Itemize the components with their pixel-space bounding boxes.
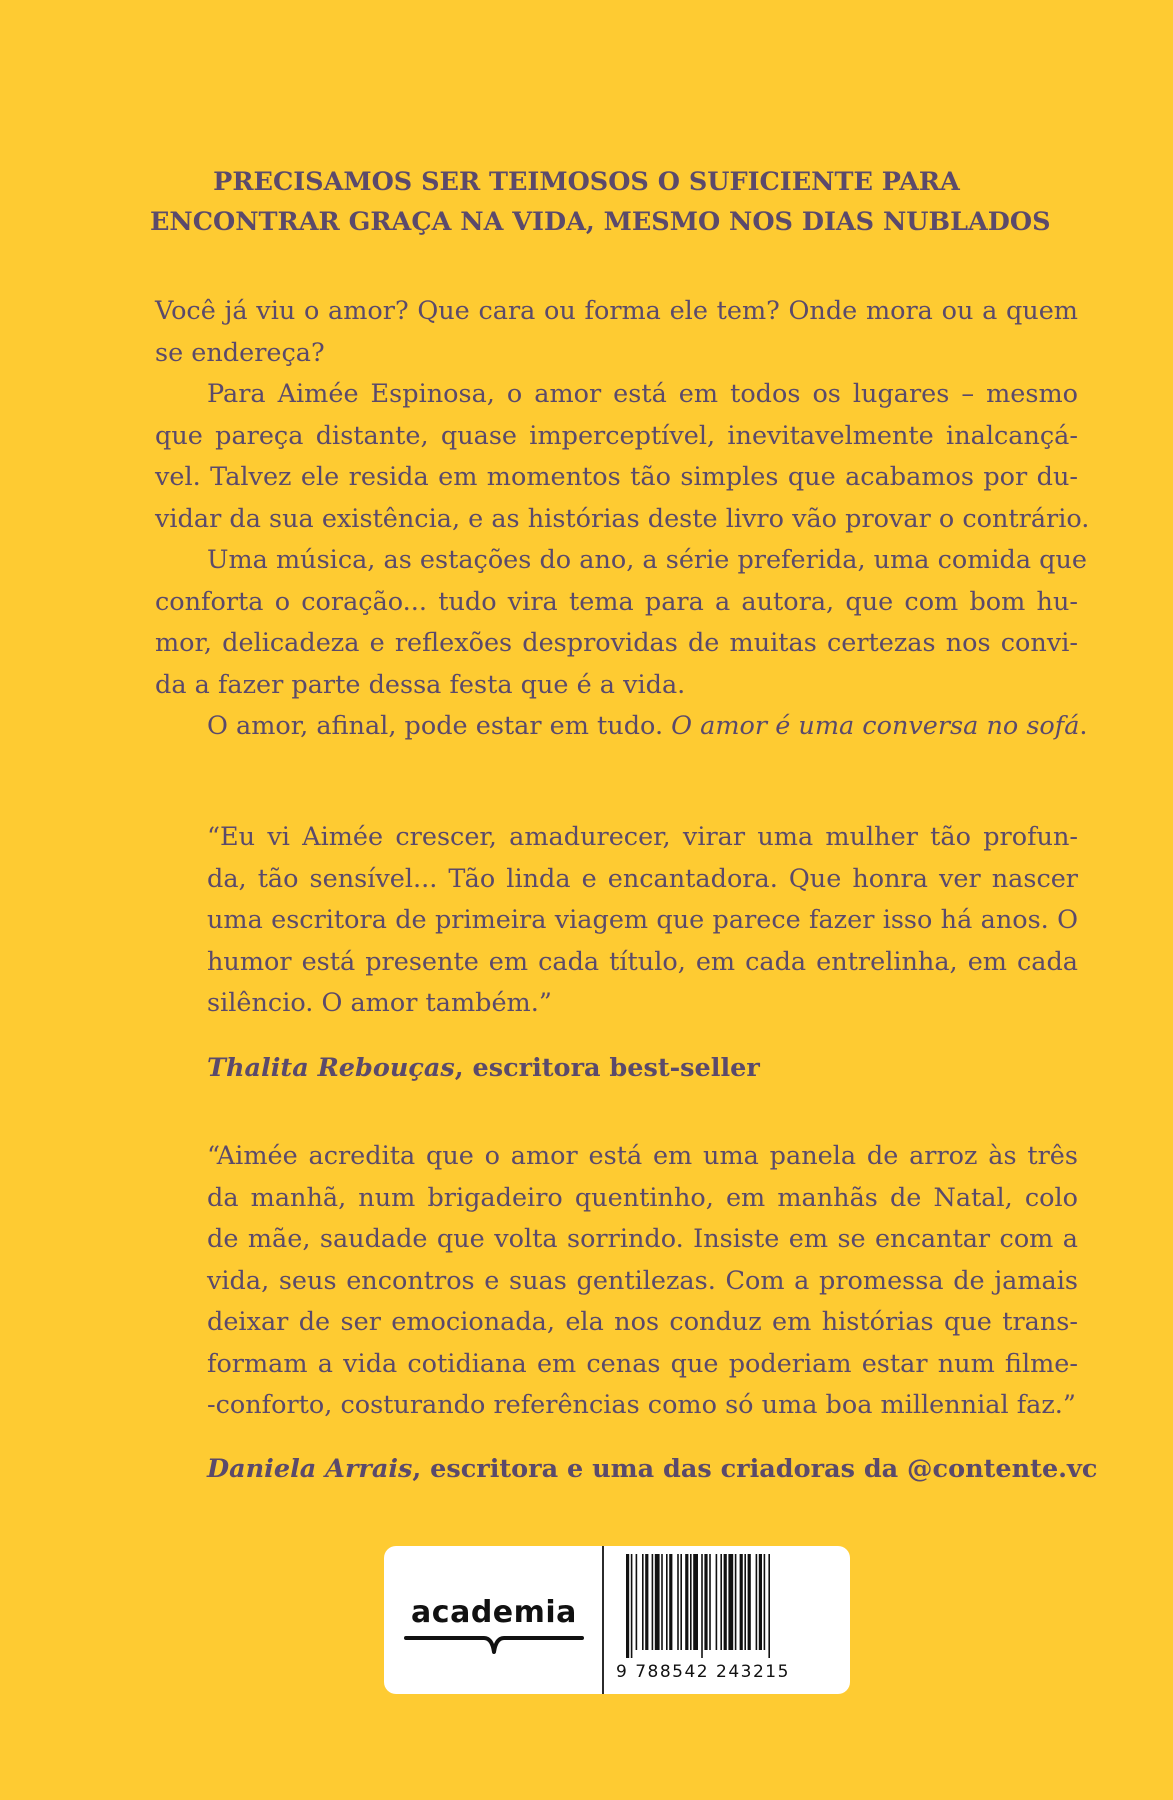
synopsis-line: Você já viu o amor? Que cara ou forma ele tem? Onde mora ou a quem	[155, 296, 1078, 326]
synopsis	[155, 291, 1090, 748]
synopsis-closing-text: O amor, afinal, pode estar em tudo.	[207, 711, 672, 741]
blurb-attribution	[207, 1449, 1097, 1491]
barcode-icon	[624, 1554, 824, 1662]
barcode-bar	[636, 1554, 638, 1650]
barcode-bar	[666, 1554, 668, 1650]
synopsis-line: se endereça?	[155, 337, 325, 368]
blurb-line: “Eu vi Aimée crescer, amadurecer, virar uma mulher tão profun-	[207, 822, 1078, 852]
barcode-bar	[709, 1554, 711, 1650]
blurb-line: silêncio. O amor também.”	[207, 988, 552, 1018]
barcode-bar	[685, 1554, 688, 1650]
open-book-icon	[404, 1634, 584, 1662]
blurb-author: Thalita Rebouças	[207, 1053, 455, 1083]
synopsis-line: que pareça distante, quase imperceptível, inevitavelmente inalcançá-	[155, 420, 1078, 451]
barcode-bar	[756, 1554, 758, 1650]
blurb-line: da, tão sensível... Tão linda e encantadora. Que honra ver nascer	[207, 863, 1078, 894]
barcode-bar	[744, 1554, 746, 1650]
synopsis-line: mor, delicadeza e reflexões desprovidas de muitas certezas nos convi-	[155, 628, 1078, 658]
synopsis-line: vel. Talvez ele resida em momentos tão simples que acabamos por du-	[155, 462, 1078, 492]
barcode-bar	[764, 1554, 766, 1650]
headline-line-1: PRECISAMOS SER TEIMOSOS O SUFICIENTE PARA	[213, 167, 960, 197]
barcode-bar	[716, 1554, 718, 1650]
synopsis-line: vidar da sua existência, e as histórias deste livro vão provar o contrário.	[155, 503, 1090, 534]
barcode-bar	[768, 1554, 770, 1658]
back-cover-headline	[150, 162, 1051, 242]
barcode-bar	[693, 1554, 698, 1650]
barcode-divider	[602, 1546, 604, 1694]
blurb-thalita	[207, 817, 1078, 1025]
barcode-bar	[661, 1554, 663, 1650]
blurb-author-role: , escritora best-seller	[454, 1053, 760, 1083]
barcode-bar	[759, 1554, 762, 1650]
blurb-line: de mãe, saudade que volta sorrindo. Insiste em se encantar com a	[207, 1224, 1078, 1254]
barcode-bar	[669, 1554, 672, 1650]
barcode-bar	[724, 1554, 727, 1650]
blurb-author: Daniela Arrais	[207, 1454, 413, 1484]
blurb-line: uma escritora de primeira viagem que parece fazer isso há anos. O	[207, 905, 1078, 935]
barcode-bar	[701, 1554, 703, 1658]
barcode-bar	[740, 1554, 743, 1650]
barcode-bar	[748, 1554, 751, 1650]
synopsis-line: conforta o coração... tudo vira tema para a autora, que com bom hu-	[155, 586, 1078, 617]
barcode-bar	[655, 1554, 660, 1650]
blurb-line: humor está presente em cada título, em cada entrelinha, em cada	[207, 946, 1078, 977]
isbn-number: 9 788542 243215	[616, 1662, 790, 1682]
barcode-panel	[384, 1546, 850, 1694]
headline-line-2: ENCONTRAR GRAÇA NA VIDA, MESMO NOS DIAS NUBLADOS	[150, 207, 1051, 237]
blurb-line: da manhã, num brigadeiro quentinho, em manhãs de Natal, colo	[207, 1182, 1078, 1213]
barcode-bar	[677, 1554, 679, 1650]
synopsis-closing-period: .	[1079, 711, 1088, 741]
barcode-bar	[626, 1554, 629, 1658]
barcode-bar	[631, 1554, 633, 1658]
barcode-bar	[645, 1554, 648, 1650]
blurb-line: -conforto, costurando referências como só uma boa millennial faz.”	[207, 1390, 1076, 1420]
blurb-daniela	[207, 1136, 1078, 1427]
publisher-logo-text: academia	[411, 1595, 577, 1630]
barcode-bar	[690, 1554, 692, 1650]
synopsis-closing-line	[155, 706, 1088, 748]
synopsis-line: Para Aimée Espinosa, o amor está em todos os lugares – mesmo	[207, 379, 1078, 409]
blurb-author-role: , escritora e uma das criadoras da @contente.vc	[412, 1454, 1098, 1484]
synopsis-line: da a fazer parte dessa festa que é a vida.	[155, 669, 686, 700]
book-title: O amor é uma conversa no sofá	[671, 711, 1080, 741]
barcode-bar	[704, 1554, 707, 1650]
blurb-line: deixar de ser emocionada, ela nos conduz em histórias que trans-	[207, 1307, 1078, 1337]
publisher-logo	[384, 1546, 602, 1694]
isbn-barcode	[616, 1554, 824, 1684]
blurb-line: vida, seus encontros e suas gentilezas. Com a promessa de jamais	[207, 1265, 1078, 1296]
barcode-bar	[720, 1554, 722, 1650]
blurb-line: formam a vida cotidiana em cenas que poderiam estar num filme-	[207, 1348, 1078, 1379]
barcode-bar	[680, 1554, 682, 1650]
barcode-bar	[642, 1554, 644, 1650]
synopsis-line: Uma música, as estações do ano, a série preferida, uma comida que	[207, 545, 1088, 575]
blurb-attribution	[207, 1048, 760, 1090]
barcode-bar	[652, 1554, 654, 1650]
blurb-line: “Aimée acredita que o amor está em uma panela de arroz às três	[207, 1141, 1078, 1171]
barcode-bar	[735, 1554, 737, 1650]
barcode-bar	[728, 1554, 733, 1650]
